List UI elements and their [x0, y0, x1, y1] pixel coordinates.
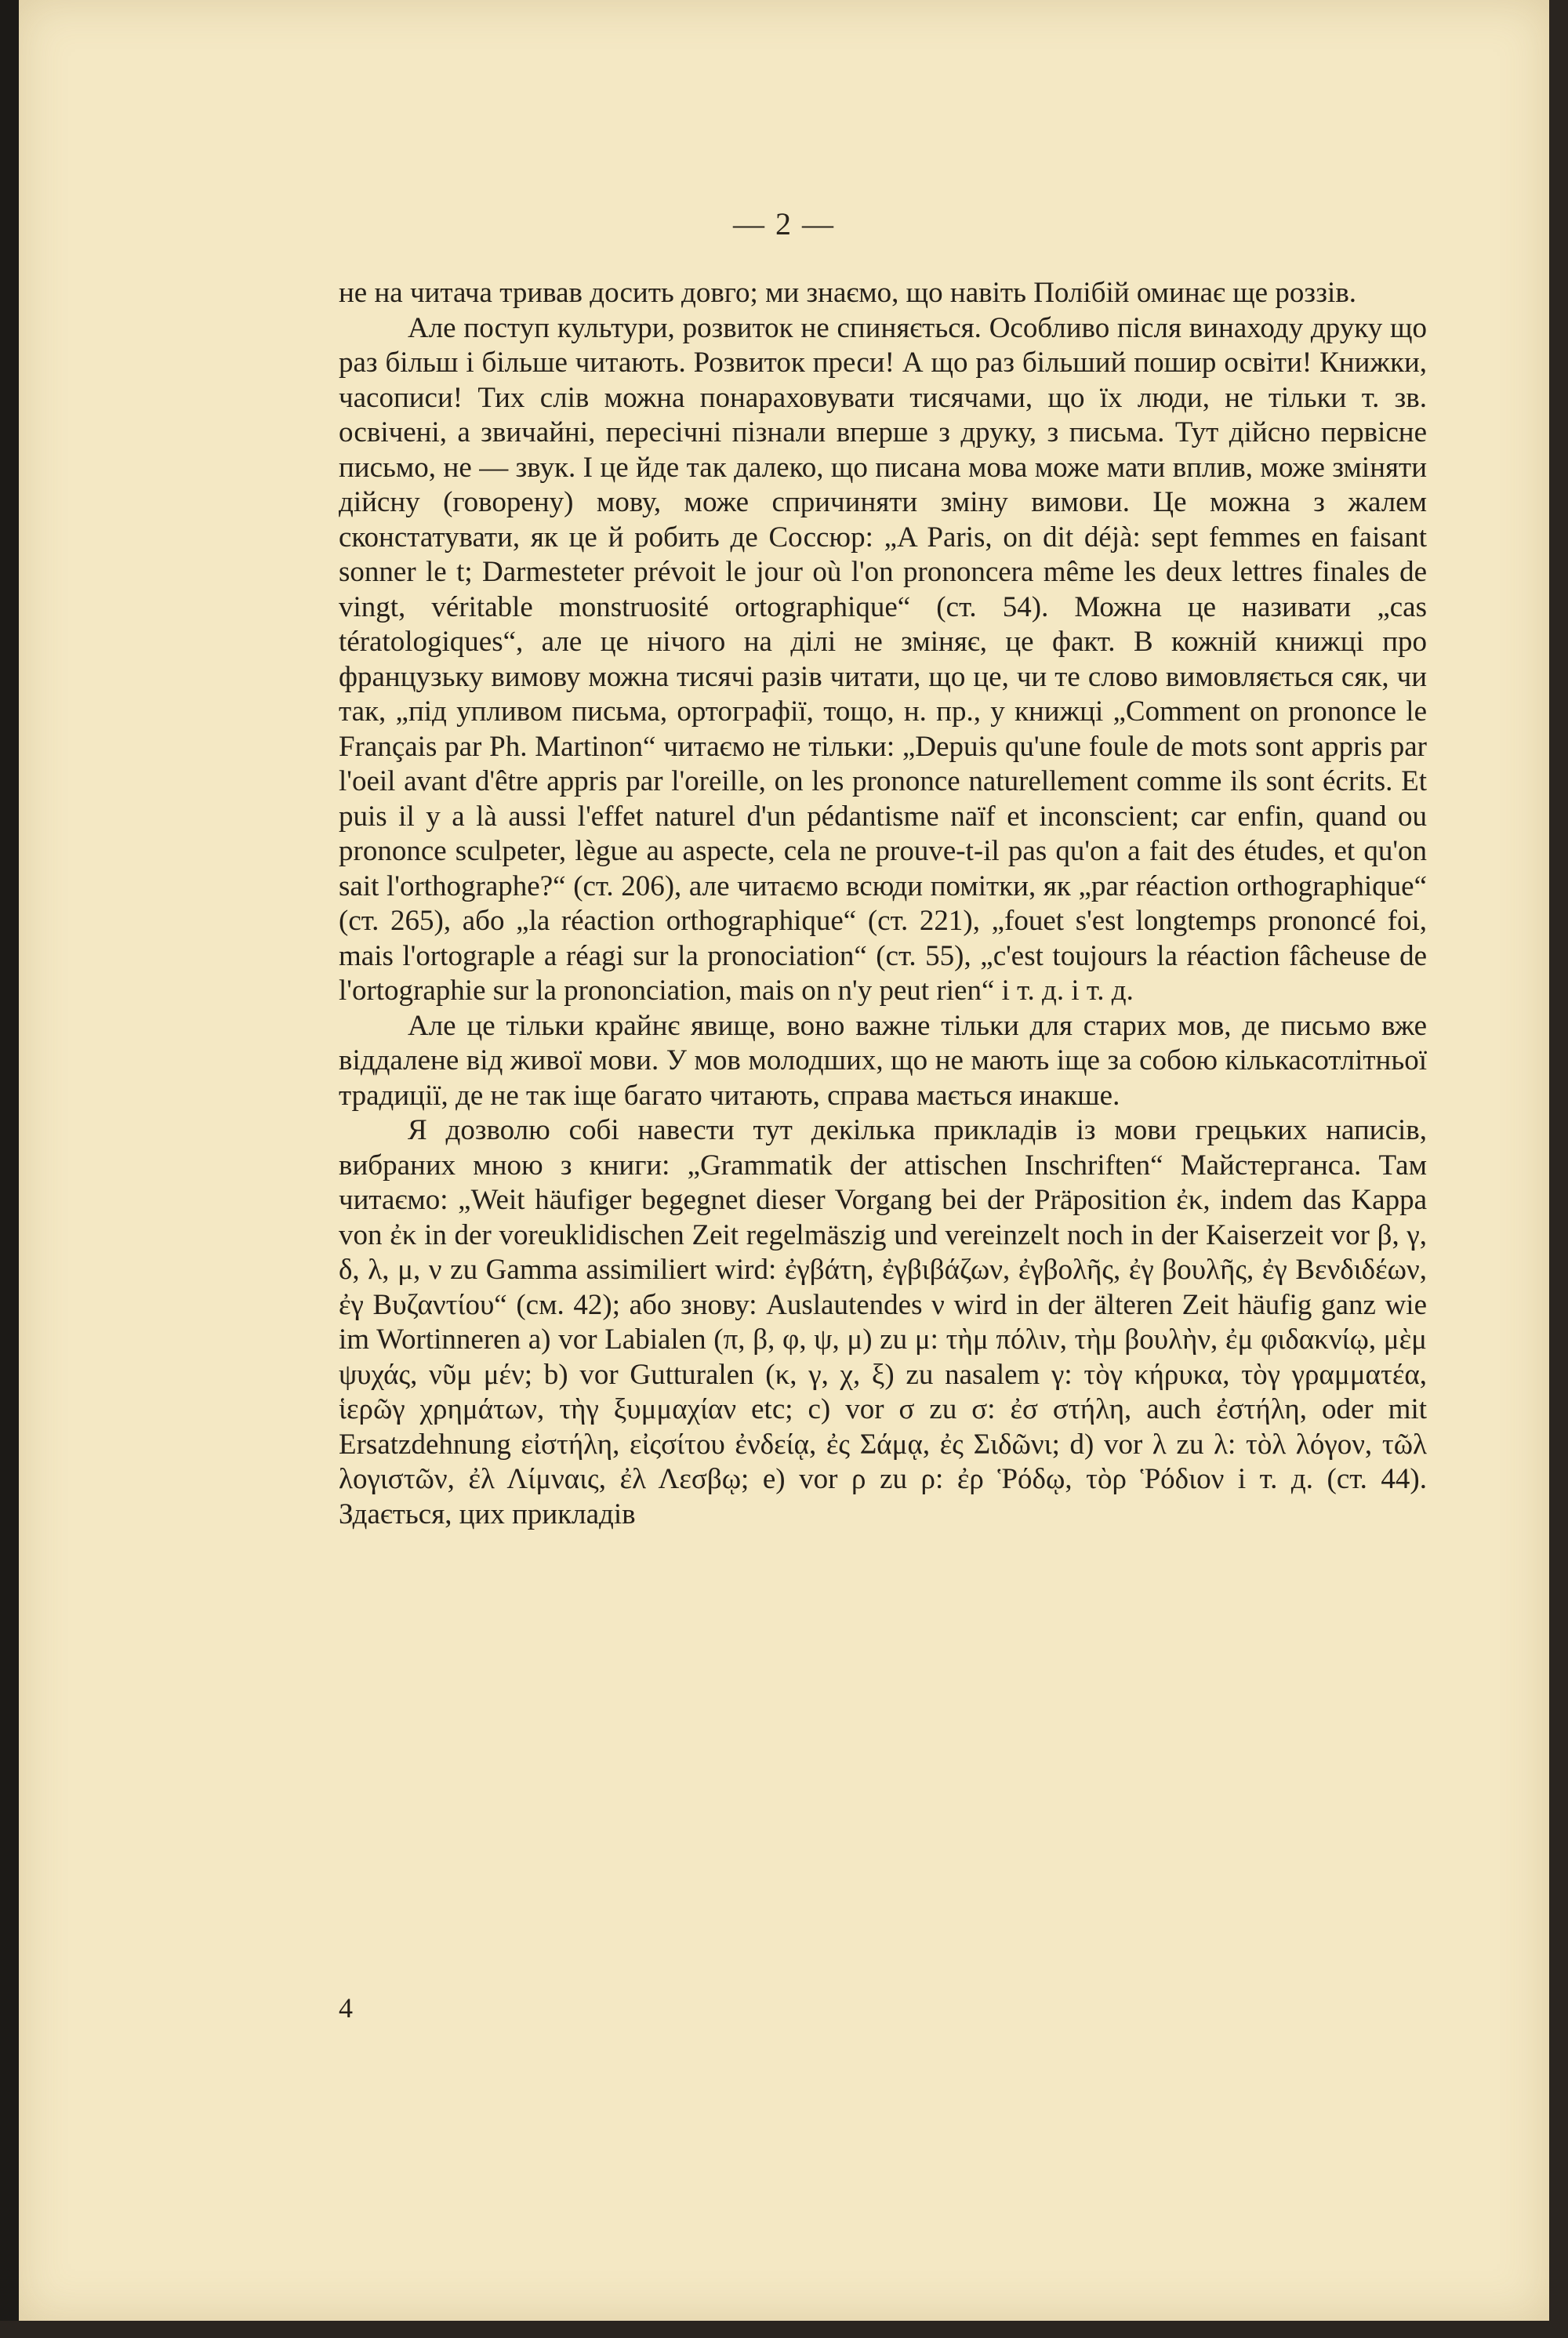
paragraph: Але поступ культури, розвиток не спиняється. Особливо після винаходу друку що раз більш і більше читають. Розвиток преси! А що раз більший пошир освіти! Книжки, часописи! Тих слів можна понараховувати тисячами, що їх люди, не тільки т. зв. освічені, а звичайні, пересічні пізнали вперше з друку, з письма. Тут дійсно первісне письмо, не — звук. І це йде так далеко, що писана мова може мати вплив, може зміняти дійсну (говорену) мову, може спричиняти зміну вимови. Це можна з жалем сконстатувати, як це й робить де Соссюр: „A Paris, on dit déjà: sept femmes en faisant sonner le t; Darmesteter prévoit le jour où l'on prononcera même les deux lettres finales de vingt, véritable monstruosité ortographique“ (ст. 54). Можна це називати „cas tératologiques“, але це нічого на ділі не зміняє, це факт. В кожній книжці про французьку вимову можна тисячі разів читати, що це, чи те слово вимовляється сяк, чи так, „під упливом письма, ортографії, тощо, н. пр., у книжці „Comment on prononce le Français par Ph. Martinon“ читаємо не тільки: „Depuis qu'une foule de mots sont appris par l'oeil avant d'être appris par l'oreille, on les prononce naturellement comme ils sont écrits. Et puis il y a là aussi l'effet naturel d'un pédantisme naïf et inconscient; car enfin, quand ou prononce sculpeter, lègue au aspecte, cela ne prouve-t-il pas qu'on a fait des études, et qu'on sait l'orthographe?“ (ст. 206), але читаємо всюди помітки, як „par réaction orthographique“ (ст. 265), або „la réaction orthographique“ (ст. 221), „fouet s'est longtemps prononcé foi, mais l'ortograple a réagi sur la pronociation“ (ст. 55), „c'est toujours la réaction fâcheuse de l'ortographie sur la prononciation, mais on n'y peut rien“ і т. д. і т. д.	[339, 311, 1427, 1007]
paragraph: не на читача тривав досить довго; ми знаємо, що навіть Полібій оминає ще роззів.	[339, 277, 1357, 309]
paragraph: Але це тільки крайнє явище, воно важне тільки для старих мов, де письмо вже віддалене від живої мови. У мов молодших, що не мають іще за собою кількасотлітньої традиції, де не так іще багато читають, справа мається инакше.	[339, 1009, 1427, 1112]
scan-border-bottom	[0, 2321, 1568, 2338]
body-text	[339, 276, 1427, 1532]
scan-border-right	[1549, 0, 1568, 2338]
page-number: — 2 —	[733, 206, 835, 241]
paragraph: Я дозволю собі навести тут декілька прикладів із мови грецьких написів, вибраних мною з книги: „Grammatik der attischen Inschriften“ Майстерганса. Там читаємо: „Weit häufiger begegnet dieser Vorgang bei der Präposition ἐκ, indem das Kappa von ἐκ in der voreuklidischen Zeit regelmäszig und vereinzelt noch in der Kaiserzeit vor β, γ, δ, λ, μ, ν zu Gamma assimiliert wird: ἐγβάτη, ἐγβιβάζων, ἐγβολῆς, ἐγ βουλῆς, ἐγ Βενδιδέων, ἐγ Βυζαντίου“ (см. 42); або знову: Auslautendes ν wird in der älteren Zeit häufig ganz wie im Wortinneren a) vor Labialen (π, β, φ, ψ, μ) zu μ: τὴμ πόλιν, τὴμ βουλὴν, ἐμ φιδακνίῳ, μὲμ ψυχάς, νῦμ μέν; b) vor Gutturalen (κ, γ, χ, ξ) zu nasalem γ: τὸγ κήρυκα, τὸγ γραμματέα, ἱερῶγ χρημάτων, τὴγ ξυμμαχίαν etc; c) vor σ zu σ: ἐσ στήλη, auch ἐστήλη, oder mit Ersatzdehnung εἰστήλη, εἰςσίτου ἐνδείᾳ, ἐς Σάμᾳ, ἐς Σιδῶνι; d) vor λ zu λ: τὸλ λόγον, τῶλ λογιστῶν, ἐλ Λίμναις, ἐλ Λεσβῳ; e) vor ρ zu ρ: ἐρ Ῥόδῳ, τὸρ Ῥόδιον і т. д. (ст. 44). Здається, цих прикладів	[339, 1114, 1427, 1530]
signature-mark: 4	[339, 1992, 353, 2024]
